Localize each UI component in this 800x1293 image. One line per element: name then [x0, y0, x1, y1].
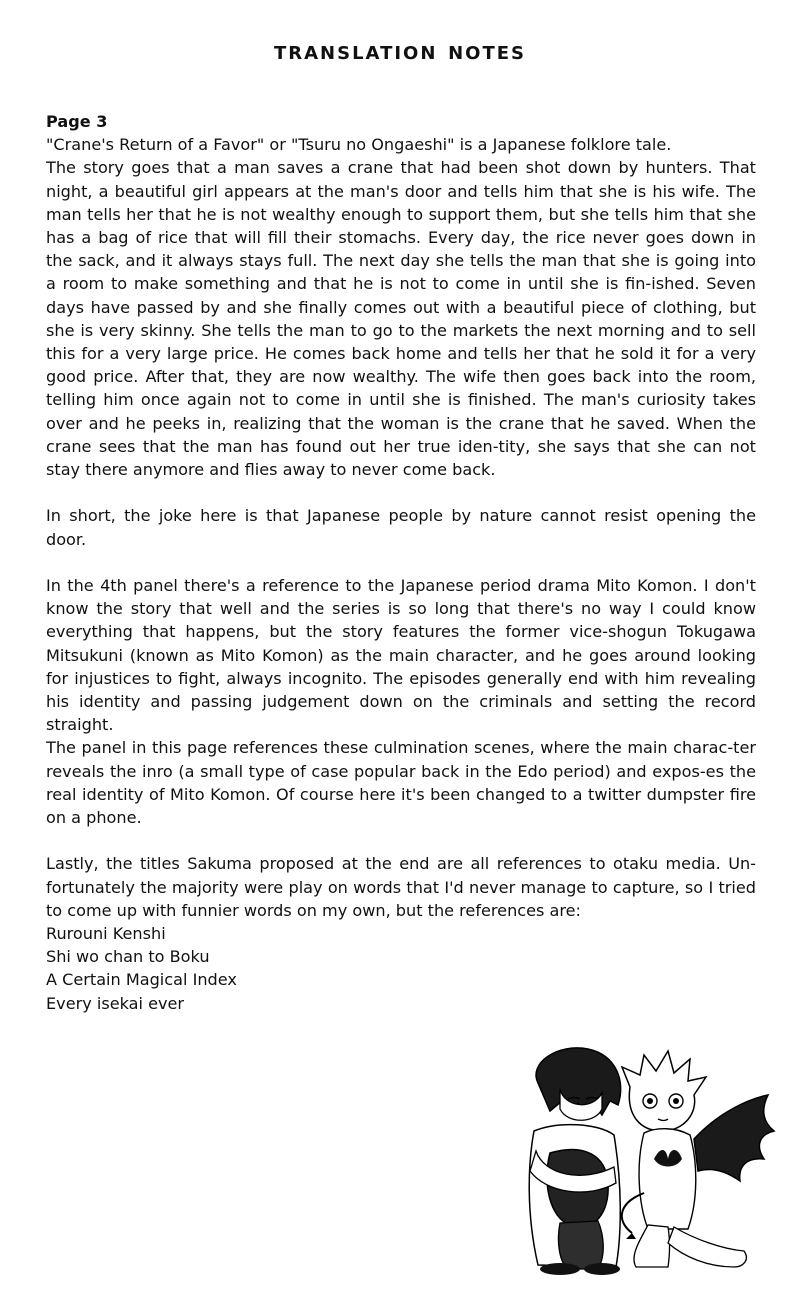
reference-item: A Certain Magical Index [46, 970, 237, 990]
reference-item: Every isekai ever [46, 993, 185, 1013]
paragraph-titles: Lastly, the titles Sakuma proposed at the end are all references to otaku media. Un-fortunately the majority were play on words that I'd never manage to capture, so I tried to come up with funnier words on my own, but the references are: [46, 854, 756, 920]
page-title: translation notes [273, 36, 527, 65]
paragraph-gap [46, 551, 756, 574]
section-label: Page 3 [46, 112, 108, 131]
paragraph-mito-komon: In the 4th panel there's a reference to the Japanese period drama Mito Komon. I don't know the story that well and the series is so long that there's no way I could know everything that happens, but the story features the former vice-shogun Tokugawa Mitsukuni (known as Mito Komon) as the main character, and he goes around looking for injustices to fight, always incognito. The episodes generally end with him revealing his identity and passing judgement down on the criminals and setting the record straight. [46, 576, 756, 735]
chibi-characters-illustration-icon [498, 1043, 778, 1275]
reference-item: Shi wo chan to Boku [46, 947, 210, 967]
paragraph-story: The story goes that a man saves a crane that had been shot down by hunters. That night, a beautiful girl appears at the man's door and tells him that she is his wife. The man tells her that he is not wealthy enough to support them, but she tells him that she has a bag of rice that will fill their stomachs. Every day, the rice never goes down in the sack, and it always stays full. The next day she tells the man that she is going into a room to make something and that he is not to come in until she is fin-ished. Seven days have passed by and she finally comes out with a beautiful piece of clothing, but she is very skinny. She tells the man to go to the markets the next morning and to sell this for a very large price. He comes back home and tells her that he sold it for a very good price. After that, they are now wealthy. The wife then goes back into the room, telling him once again not to come in until she is finished. The man's curiosity takes over and he peeks in, realizing that the woman is the crane that he saved. When the crane sees that the man has found out her true iden-tity, she says that she can not stay there anymore and flies away to never come back. [46, 158, 756, 480]
notes-content [46, 110, 756, 1015]
paragraph-intro: "Crane's Return of a Favor" or "Tsuru no Ongaeshi" is a Japanese folklore tale. [46, 135, 672, 155]
paragraph-panel: The panel in this page references these culmination scenes, where the main charac-ter reveals the inro (a small type of case popular back in the Edo period) and expos-es the real identity of Mito Komon. Of course here it's been changed to a twitter dumpster fire on a phone. [46, 738, 756, 828]
paragraph-gap [46, 481, 756, 504]
reference-list [46, 922, 756, 1015]
paragraph-joke: In short, the joke here is that Japanese people by nature cannot resist opening the door. [46, 506, 756, 549]
paragraph-gap [46, 829, 756, 852]
reference-item: Rurouni Kenshi [46, 924, 166, 944]
